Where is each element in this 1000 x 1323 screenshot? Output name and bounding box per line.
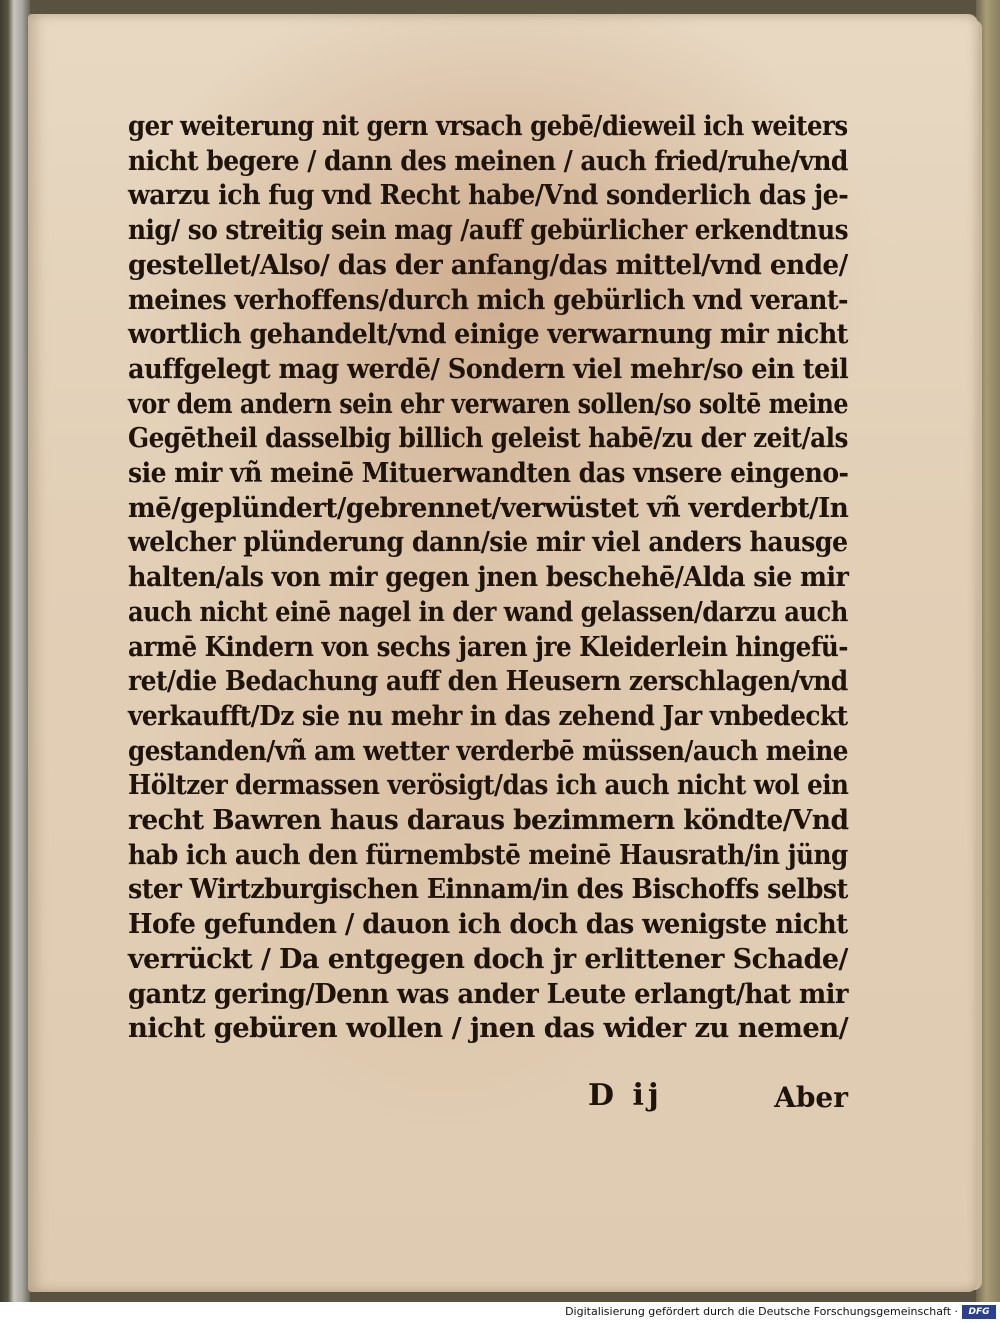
footer-credit: Digitalisierung gefördert durch die Deutsche Forschungsgemeinschaft · <box>565 1305 958 1318</box>
text-line: nig/ so streitig sein mag /auff gebürlicher erkendtnus <box>128 215 849 247</box>
text-line: gestanden/vñ am wetter verderbē müssen/auch meine <box>128 735 848 767</box>
text-line: nicht gebüren wollen / jnen das wider zu nemen/ <box>128 1013 849 1045</box>
text-line: ster Wirtzburgischen Einnam/in des Bischoffs selbst <box>128 874 848 906</box>
text-line: recht Bawren haus daraus bezimmern köndte/Vnd <box>128 805 849 836</box>
text-line: mē/geplündert/gebrennet/verwüstet vñ verderbt/In <box>128 492 849 524</box>
text-line: Höltzer dermassen verösigt/das ich auch nicht wol ein <box>128 770 849 802</box>
text-line: Hofe gefunden / dauon ich doch das wenigste nicht <box>128 909 848 941</box>
text-line: gantz gering/Denn was ander Leute erlangt/hat mir <box>128 978 848 1010</box>
text-line: verrückt / Da entgegen doch jr erlittener Schade/ <box>128 943 848 975</box>
text-line: halten/als von mir gegen jnen beschehē/Alda sie mir <box>128 562 849 594</box>
text-line: ger weiterung nit gern vrsach gebē/dieweil ich weiters <box>128 111 848 142</box>
text-line: hab ich auch den fürnembstē meinē Hausrath/in jüng <box>128 839 848 871</box>
text-line: meines verhoffens/durch mich gebürlich vnd verant- <box>128 284 848 316</box>
text-line: auffgelegt mag werdē/ Sondern viel mehr/so ein teil <box>128 353 849 385</box>
text-line: Gegētheil dasselbig billich geleist habē/zu der zeit/als <box>128 423 848 455</box>
text-line: vor dem andern sein ehr verwaren sollen/so soltē meine <box>128 388 849 420</box>
text-line: verkaufft/Dz sie nu mehr in das zehend Jar vnbedeckt <box>128 700 848 732</box>
dfg-logo: DFG <box>962 1305 996 1319</box>
text-line: warzu ich fug vnd Recht habe/Vnd sonderlich das je- <box>128 180 849 212</box>
book-page <box>28 14 978 1292</box>
catchline <box>588 1076 858 1116</box>
text-line: welcher plünderung dann/sie mir viel anders hausge <box>128 527 848 559</box>
text-line: sie mir vñ meinē Mituerwandten das vnsere eingeno- <box>128 458 849 489</box>
text-line: ret/die Bedachung auff den Heusern zerschlagen/vnd <box>128 666 848 698</box>
footer-bar <box>0 1302 1000 1323</box>
text-line: armē Kindern von sechs jaren jre Kleiderlein hingefü- <box>128 631 848 663</box>
text-line: wortlich gehandelt/vnd einige verwarnung mir nicht <box>128 319 848 351</box>
text-line: nicht begere / dann des meinen / auch fried/ruhe/vnd <box>128 145 848 177</box>
catchword: Aber <box>774 1081 848 1114</box>
book-cover-left-edge <box>0 0 30 1302</box>
signature-mark: D ij <box>588 1078 663 1113</box>
text-line: gestellet/Also/ das der anfang/das mittel/vnd ende/ <box>128 249 848 281</box>
text-line: auch nicht einē nagel in der wand gelassen/darzu auch <box>128 596 848 628</box>
